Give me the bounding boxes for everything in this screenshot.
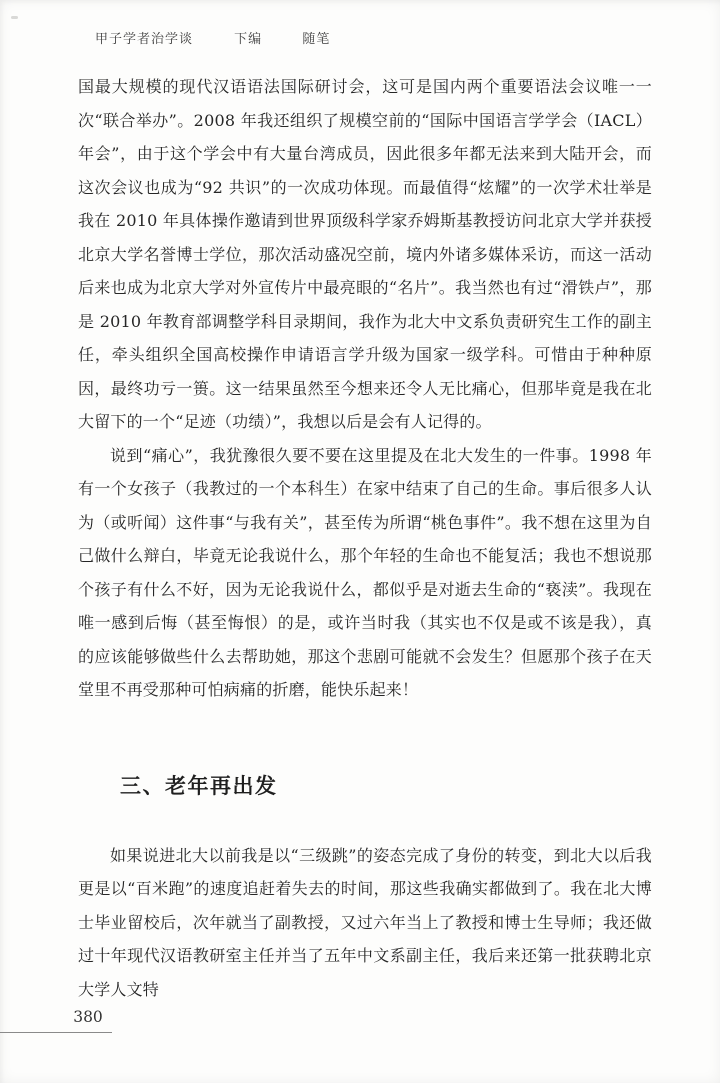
scan-artifact — [11, 16, 18, 19]
page-body — [78, 70, 652, 1006]
page-number-rule — [0, 1032, 112, 1033]
page-number: 380 — [73, 1008, 103, 1026]
paragraph: 说到“痛心”，我犹豫很久要不要在这里提及在北大发生的一件事。1998 年有一个女孩子（我教过的一个本科生）在家中结束了自己的生命。事后很多人认为（或听闻）这件事“与我有关”，甚至传为所谓“桃色事件”。我不想在这里为自己做什么辩白，毕竟无论我说什么，那个年轻的生命也不能复活；我也不想说那个孩子有什么不好，因为无论我说什么，都似乎是对逝去生命的“亵渎”。我现在唯一感到后悔（甚至悔恨）的是，或许当时我（其实也不仅是或不该是我），真的应该能够做些什么去帮助她，那这个悲剧可能就不会发生？但愿那个孩子在天堂里不再受那种可怕病痛的折磨，能快乐起来！ — [78, 445, 652, 699]
paragraph: 如果说进北大以前我是以“三级跳”的姿态完成了身份的转变，到北大以后我更是以“百米跑”的速度追赶着失去的时间，那这些我确实都做到了。我在北大博士毕业留校后，次年就当了副教授，又过六年当上了教授和博士生导师；我还做过十年现代汉语教研室主任并当了五年中文系副主任，我后来还第一批获聘北京大学人文特 — [78, 845, 652, 999]
header-section: 随笔 — [302, 32, 331, 47]
header-part: 下编 — [234, 32, 263, 47]
header-book-title: 甲子学者治学谈 — [95, 32, 194, 47]
page-header — [95, 28, 330, 47]
section-heading: 三、老年再出发 — [120, 772, 278, 798]
paragraph-continued: 国最大规模的现代汉语语法国际研讨会，这可是国内两个重要语法会议唯一一次“联合举办”。2008 年我还组织了规模空前的“国际中国语言学学会（IACL）年会”，由于这个学会中有大量台湾成员，因此很多年都无法来到大陆开会，而这次会议也成为“92 共识”的一次成功体现。而最值得“炫耀”的一次学术壮举是我在 2010 年具体操作邀请到世界顶级科学家乔姆斯基教授访问北京大学并获授北京大学名誉博士学位，那次活动盛况空前，境内外诸多媒体采访，而这一活动后来也成为北京大学对外宣传片中最亮眼的“名片”。我当然也有过“滑铁卢”，那是 2010 年教育部调整学科目录期间，我作为北大中文系负责研究生工作的副主任，牵头组织全国高校操作申请语言学升级为国家一级学科。可惜由于种种原因，最终功亏一篑。这一结果虽然至今想来还令人无比痛心，但那毕竟是我在北大留下的一个“足迹（功绩）”，我想以后是会有人记得的。 — [78, 77, 652, 431]
